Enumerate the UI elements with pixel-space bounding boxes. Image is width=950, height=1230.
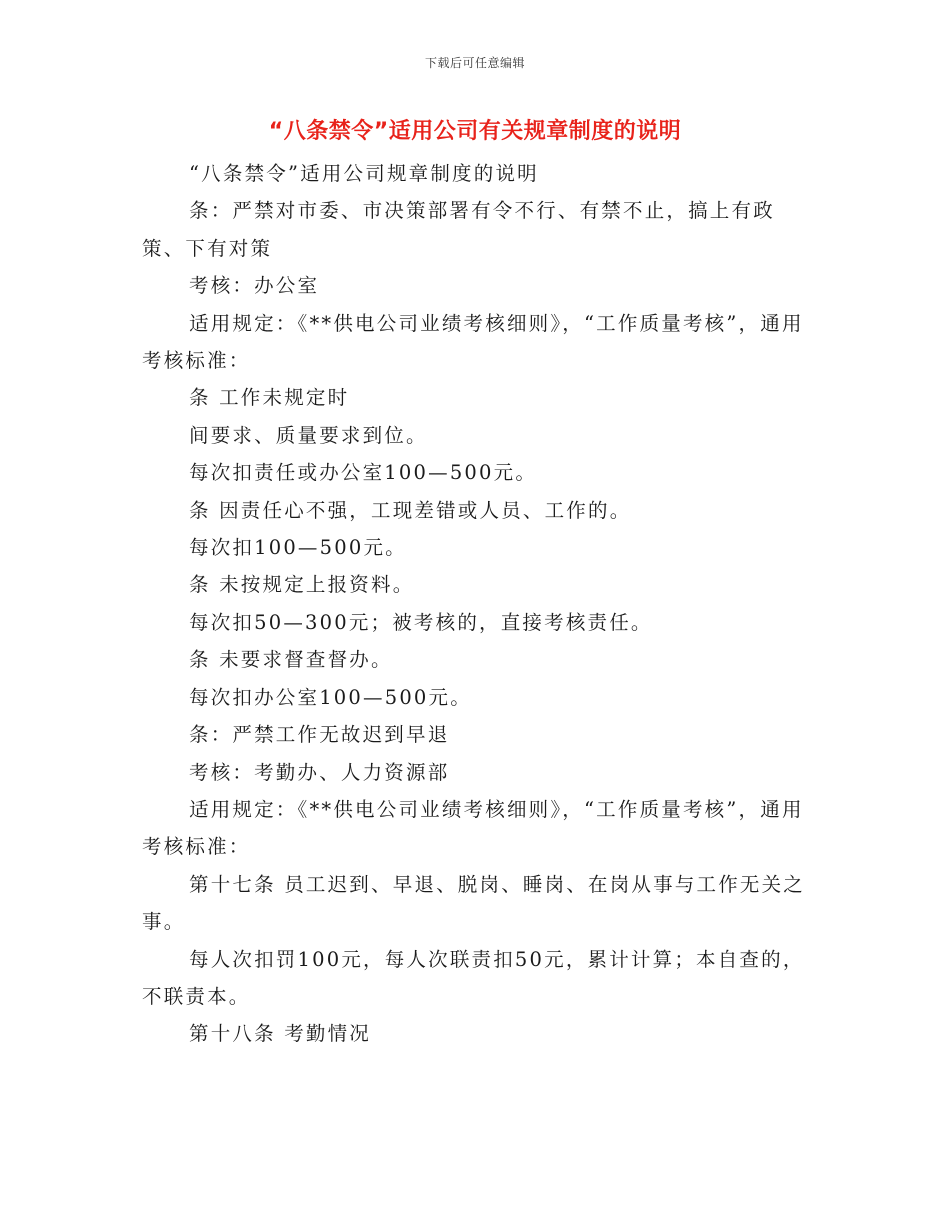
paragraph: 考核：考勤办、人力资源部 — [189, 760, 450, 784]
paragraph: 每次扣100—500元。 — [189, 536, 407, 560]
paragraph: 每次扣50—300元；被考核的，直接考核责任。 — [189, 610, 653, 634]
paragraph: 适用规定：《**供电公司业绩考核细则》，“工作质量考核”，通用考核标准： — [142, 797, 804, 859]
document-title: “八条禁令”适用公司有关规章制度的说明 — [268, 119, 682, 144]
paragraph: 适用规定：《**供电公司业绩考核细则》，“工作质量考核”，通用考核标准： — [142, 311, 804, 373]
paragraph: “八条禁令”适用公司规章制度的说明 — [189, 162, 539, 185]
document-body — [142, 155, 810, 1053]
header-note: 下载后可任意编辑 — [424, 56, 525, 70]
paragraph: 条 因责任心不强，工现差错或人员、工作的。 — [189, 498, 632, 522]
paragraph: 条 工作未规定时 — [189, 386, 350, 410]
paragraph: 条 未要求督查督办。 — [189, 648, 393, 672]
paragraph: 间要求、质量要求到位。 — [189, 423, 428, 447]
paragraph: 每次扣责任或办公室100—500元。 — [189, 461, 538, 485]
paragraph: 考核：办公室 — [189, 274, 320, 298]
paragraph: 第十七条 员工迟到、早退、脱岗、睡岗、在岗从事与工作无关之事。 — [142, 872, 805, 934]
paragraph: 第十八条 考勤情况 — [189, 1022, 371, 1046]
paragraph: 每人次扣罚100元，每人次联责扣50元，累计计算；本自查的，不联责本。 — [142, 947, 805, 1008]
paragraph: 条：严禁对市委、市决策部署有令不行、有禁不止，搞上有政策、下有对策 — [142, 199, 775, 260]
paragraph: 每次扣办公室100—500元。 — [189, 685, 472, 709]
paragraph: 条 未按规定上报资料。 — [189, 573, 415, 597]
paragraph: 条：严禁工作无故迟到早退 — [189, 723, 450, 747]
